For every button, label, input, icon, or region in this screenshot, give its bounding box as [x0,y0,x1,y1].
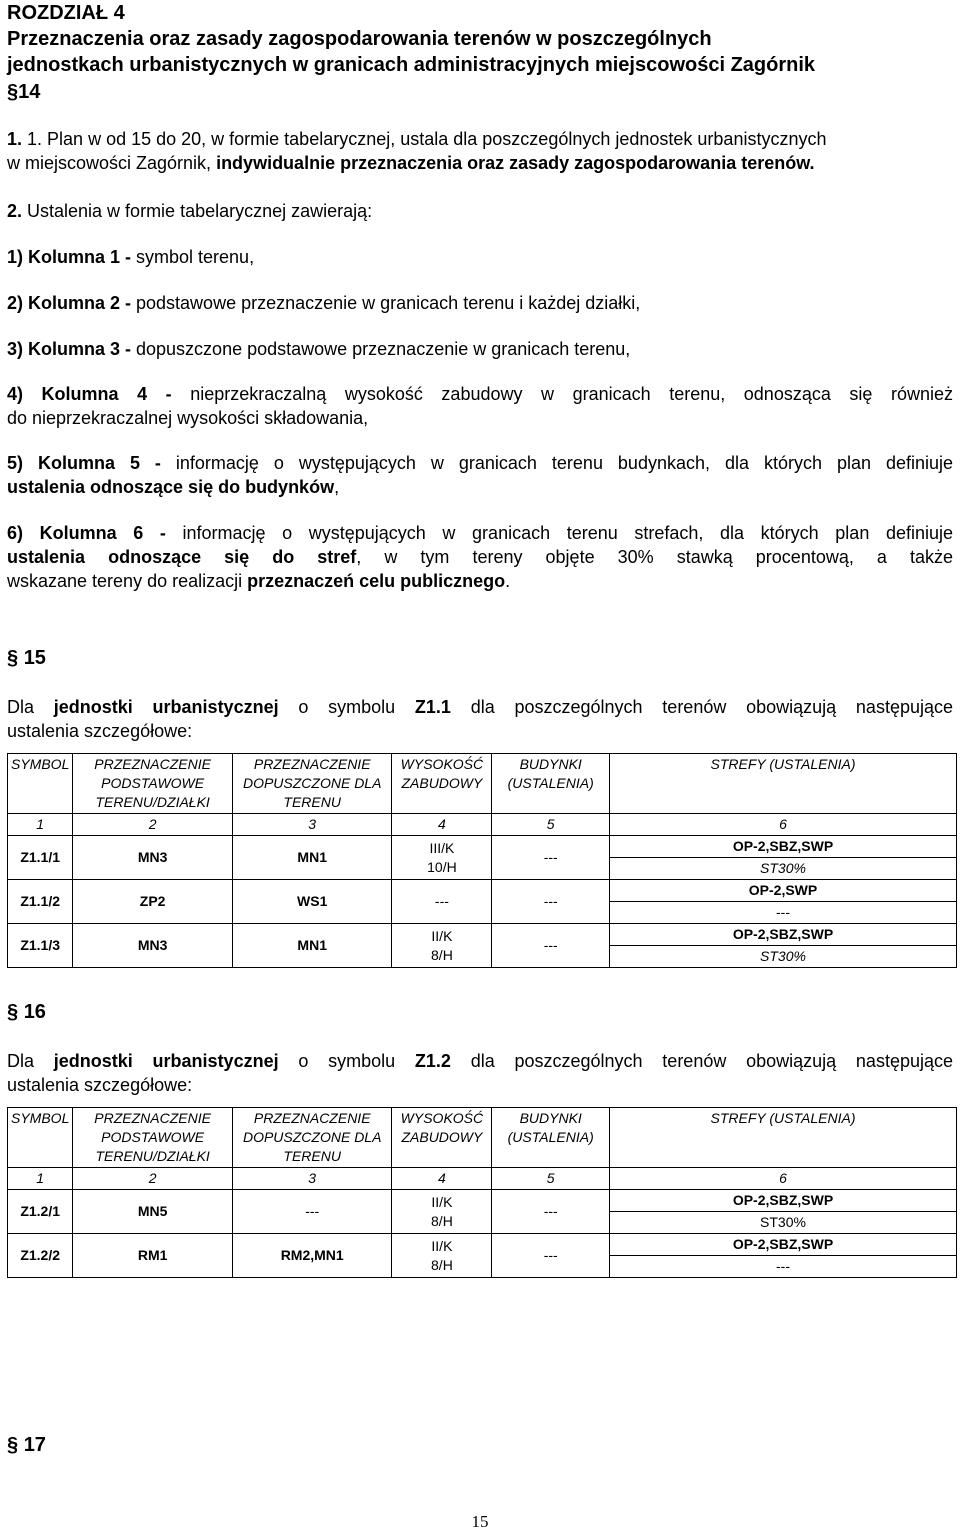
cell-strefy-1: OP-2,SBZ,SWP [610,924,957,946]
chapter-paragraph-number: 14 [18,81,41,103]
section-sign-icon: § [7,647,19,669]
table-z1-2 [7,1107,957,1278]
section-number: 16 [23,1001,46,1023]
section-15-heading [7,646,953,670]
table-number-row [8,1168,957,1190]
table-header-row [8,1108,957,1168]
column-item-6-end: , w tym tereny objęte 30% stawką procentową, a także [356,547,953,567]
table-z1-1 [7,753,957,968]
lead-text: Dla [7,1051,54,1071]
cell-strefy-2: ST30% [610,946,957,968]
lead-bold: jednostki urbanistycznej [53,1051,279,1071]
section-16-lead [7,1049,953,1097]
column-item-1 [7,245,953,269]
chapter-title-line-1: Przeznaczenia oraz zasady zagospodarowania terenów w poszczególnych [7,28,712,50]
column-number: 6 [610,814,957,836]
cell-podstawowe: RM1 [73,1234,233,1278]
column-item-label: 3) Kolumna 3 - [7,339,137,359]
column-item-5-bold: ustalenia odnoszące się do budynków [7,477,335,497]
cell-podstawowe: MN3 [73,924,233,968]
column-item-2 [7,291,953,315]
cell-wysokosc: --- [392,880,492,924]
cell-symbol: Z1.1/3 [8,924,73,968]
intro-p1-text: 1. Plan w od 15 do 20, w formie tabelarycznej, ustala dla poszczególnych jednostek urbanistycznych [27,129,827,149]
column-number: 1 [8,814,73,836]
column-item-6 [7,521,953,593]
cell-strefy-1: OP-2,SBZ,SWP [610,1190,957,1212]
column-item-6-line-3 [7,569,953,593]
column-number: 1 [8,1168,73,1190]
cell-symbol: Z1.1/2 [8,880,73,924]
section-15-lead-line-2: ustalenia szczegółowe: [7,721,193,741]
lead-symbol: Z1.1 [414,697,451,717]
column-number: 2 [73,814,233,836]
table-row [8,924,957,946]
section-15-lead-line-1 [7,695,953,719]
cell-dopuszczone: MN1 [232,924,392,968]
column-item-5-line-2 [7,475,953,499]
intro-paragraph-2 [7,199,953,223]
section-16-lead-line-2: ustalenia szczegółowe: [7,1075,193,1095]
section-number: 17 [23,1434,46,1456]
column-item-5-end: , [334,477,340,497]
intro-p1-line-2 [7,151,953,175]
cell-wysokosc-1: II/K [431,927,453,944]
lead-text: o symbolu [278,1051,415,1071]
header-symbol: SYMBOL [8,754,73,814]
cell-podstawowe: MN5 [73,1190,233,1234]
cell-wysokosc-2: 8/H [431,946,453,963]
section-sign-icon: § [7,1001,19,1023]
column-number: 4 [392,814,492,836]
lead-text: dla poszczególnych terenów obowiązują następujące [450,1051,953,1071]
intro-p1-text-bold: indywidualnie przeznaczenia oraz zasady zagospodarowania terenów. [216,153,815,173]
lead-text: o symbolu [278,697,415,717]
table-row [8,1234,957,1256]
header-strefy: STREFY (USTALENIA) [610,754,957,814]
header-symbol: SYMBOL [8,1108,73,1168]
column-number: 4 [392,1168,492,1190]
header-podstawowe: PRZEZNACZENIE PODSTAWOWE TERENU/DZIAŁKI [73,754,233,814]
cell-wysokosc-1: II/K [431,1237,453,1254]
cell-podstawowe: MN3 [73,836,233,880]
cell-budynki: --- [492,1190,610,1234]
column-item-text: nieprzekraczalną wysokość zabudowy w granicach terenu, odnosząca się również [190,384,953,404]
column-item-6-text3-bold: przeznaczeń celu publicznego [247,571,506,591]
cell-wysokosc-1: III/K [429,839,455,856]
column-item-6-text3: wskazane tereny do realizacji [7,571,248,591]
cell-wysokosc-2: 10/H [427,858,457,875]
intro-p2-number: 2. [7,201,23,221]
section-17-heading [7,1433,953,1457]
cell-dopuszczone: RM2,MN1 [232,1234,392,1278]
cell-budynki: --- [492,836,610,880]
cell-wysokosc [392,1234,492,1278]
cell-wysokosc-1: II/K [431,1193,453,1210]
lead-text: Dla [7,697,54,717]
cell-budynki: --- [492,924,610,968]
header-budynki: BUDYNKI (USTALENIA) [492,754,610,814]
column-item-4-line-2: do nieprzekraczalnej wysokości składowania, [7,408,369,428]
header-dopuszczone: PRZEZNACZENIE DOPUSZCZONE DLA TERENU [232,754,392,814]
cell-wysokosc [392,924,492,968]
cell-wysokosc [392,1190,492,1234]
cell-strefy-1: OP-2,SBZ,SWP [610,1234,957,1256]
chapter-label: ROZDZIAŁ 4 [7,2,125,24]
column-item-text: informację o występujących w granicach terenu strefach, dla których plan definiuje [182,523,953,543]
column-number: 5 [492,1168,610,1190]
table-number-row [8,814,957,836]
intro-p2-text: Ustalenia w formie tabelarycznej zawierają: [22,201,373,221]
column-number: 6 [610,1168,957,1190]
table-row [8,1190,957,1212]
column-item-6-line-1 [7,521,953,545]
column-item-3 [7,337,953,361]
column-item-5-line-1 [7,451,953,475]
cell-strefy-2: ST30% [610,1212,957,1234]
column-item-label: 2) Kolumna 2 - [7,293,137,313]
column-item-text: podstawowe przeznaczenie w granicach terenu i każdej działki, [136,293,641,313]
column-item-4-line-1 [7,382,953,406]
cell-strefy-1: OP-2,SWP [610,880,957,902]
column-number: 3 [232,1168,392,1190]
intro-p1-line-1: 1. 1. Plan w od 15 do 20, w formie tabelarycznej, ustala dla poszczególnych jednostek urbanistycznych [7,129,827,149]
section-15-lead [7,695,953,743]
header-strefy: STREFY (USTALENIA) [610,1108,957,1168]
column-item-6-bold: ustalenia odnoszące się do stref [7,547,357,567]
column-item-6-line-2 [7,545,953,569]
header-dopuszczone: PRZEZNACZENIE DOPUSZCZONE DLA TERENU [232,1108,392,1168]
cell-symbol: Z1.1/1 [8,836,73,880]
header-budynki: BUDYNKI (USTALENIA) [492,1108,610,1168]
section-16-lead-line-1 [7,1049,953,1073]
header-wysokosc: WYSOKOŚĆ ZABUDOWY [392,1108,492,1168]
cell-wysokosc-2: 8/H [431,1256,453,1273]
column-item-5 [7,451,953,499]
column-item-label: 1) Kolumna 1 - [7,247,137,267]
cell-dopuszczone: --- [232,1190,392,1234]
header-wysokosc: WYSOKOŚĆ ZABUDOWY [392,754,492,814]
table-row [8,880,957,902]
cell-symbol: Z1.2/2 [8,1234,73,1278]
column-item-label: 4) Kolumna 4 - [7,384,191,404]
chapter-title-line-3 [7,79,40,105]
cell-strefy-2: --- [610,902,957,924]
page-number: 15 [471,1512,489,1531]
intro-p1-text-a: w miejscowości Zagórnik, [7,153,217,173]
section-number: 15 [23,647,46,669]
cell-budynki: --- [492,880,610,924]
table-row [8,836,957,858]
column-number: 5 [492,814,610,836]
section-sign-icon: § [7,81,19,103]
table-header-row [8,754,957,814]
column-item-text: dopuszczone podstawowe przeznaczenie w granicach terenu, [136,339,631,359]
column-item-label: 5) Kolumna 5 - [7,453,176,473]
cell-strefy-2: ST30% [610,858,957,880]
section-sign-icon: § [7,1434,19,1456]
cell-wysokosc [392,836,492,880]
cell-dopuszczone: WS1 [232,880,392,924]
cell-strefy-1: OP-2,SBZ,SWP [610,836,957,858]
cell-podstawowe: ZP2 [73,880,233,924]
cell-symbol: Z1.2/1 [8,1190,73,1234]
lead-text: dla poszczególnych terenów obowiązują następujące [450,697,953,717]
lead-bold: jednostki urbanistycznej [53,697,279,717]
header-podstawowe: PRZEZNACZENIE PODSTAWOWE TERENU/DZIAŁKI [73,1108,233,1168]
chapter-title-line-2: jednostkach urbanistycznych w granicach administracyjnych miejscowości Zagórnik [7,54,816,76]
column-number: 3 [232,814,392,836]
cell-wysokosc-2: 8/H [431,1212,453,1229]
intro-paragraph-1 [7,127,953,175]
column-item-label: 6) Kolumna 6 - [7,523,183,543]
section-16-heading [7,1000,953,1024]
column-item-text: informację o występujących w granicach terenu budynkach, dla których plan definiuje [175,453,954,473]
cell-budynki: --- [492,1234,610,1278]
column-item-6-text3-end: . [505,571,511,591]
lead-symbol: Z1.2 [414,1051,451,1071]
cell-strefy-2: --- [610,1256,957,1278]
column-item-text: symbol terenu, [136,247,255,267]
column-item-4 [7,382,953,430]
column-number: 2 [73,1168,233,1190]
cell-dopuszczone: MN1 [232,836,392,880]
